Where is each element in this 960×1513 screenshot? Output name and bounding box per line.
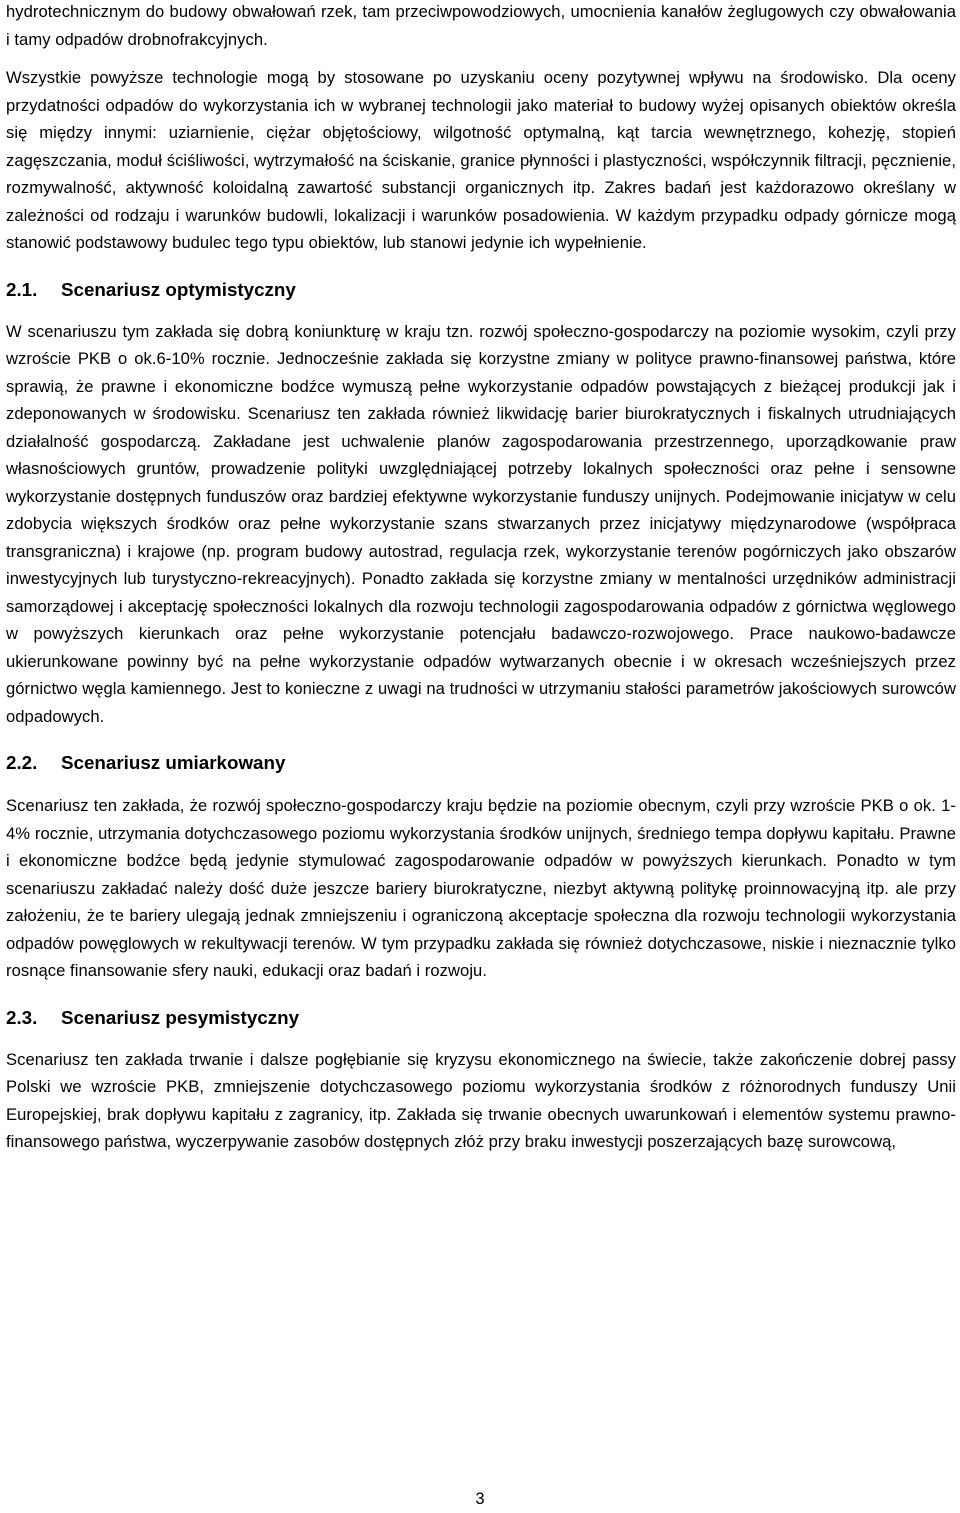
section-heading-optimistic xyxy=(6,276,956,304)
section-title: Scenariusz umiarkowany xyxy=(61,752,286,773)
section-number: 2.1. xyxy=(6,278,38,300)
paragraph-intro-assessment: Wszystkie powyższe technologie mogą by stosowane po uzyskaniu oceny pozytywnej wpływu na środowisko. Dla oceny przydatności odpadów do wykorzystania ich w wybranej technologii jako materiał to budowy wyżej opisanych obiektów określa się między innymi: uziarnienie, ciężar objętościowy, wilgotność optymalną, kąt tarcia wewnętrznego, kohezję, stopień zagęszczania, moduł ściśliwości, wytrzymałość na ściskanie, granice płynności i plastyczności, współczynnik filtracji, pęcznienie, rozmywalność, aktywność koloidalną zawartość substancji organicznych itp. Zakres badań jest każdorazowo określany w zależności od rodzaju i warunków budowli, lokalizacji i warunków posadowienia. W każdym przypadku odpady górnicze mogą stanowić podstawowy budulec tego typu obiektów, lub stanowi jedynie ich wypełnienie. xyxy=(6,68,956,252)
section-title: Scenariusz pesymistyczny xyxy=(61,1006,300,1028)
paragraph-moderate-scenario: Scenariusz ten zakłada, że rozwój społeczno-gospodarczy kraju będzie na poziomie obecnym, czyli przy wzroście PKB o ok. 1-4% rocznie, utrzymania dotychczasowego poziomu wykorzystania środków unijnych, średniego tempa dopływu kapitału. Prawne i ekonomiczne bodźce będą jedynie stymulować zagospodarowanie odpadów w powyższych kierunkach. Ponadto w tym scenariuszu zakładać należy dość duże jeszcze bariery biurokratyczne, niezbyt aktywną politykę proinnowacyjną itp. ale przy założeniu, że te bariery ulegają jednak zmniejszeniu i ograniczoną akceptacje społeczna dla rozwoju technologii wykorzystania odpadów powęglowych w rekultywacji terenów. W tym przypadku zakłada się również dotychczasowe, niskie i nieznacznie tylko rosnące finansowanie sfery nauki, edukacji oraz badań i rozwoju. xyxy=(6,796,956,980)
section-heading-pessimistic xyxy=(6,1004,956,1032)
page-number: 3 xyxy=(475,1489,485,1508)
paragraph-optimistic-scenario: W scenariuszu tym zakłada się dobrą koniunkturę w kraju tzn. rozwój społeczno-gospodarczy na poziomie wysokim, czyli przy wzroście PKB o ok.6-10% rocznie. Jednocześnie zakłada się korzystne zmiany w polityce prawno-finansowej państwa, które sprawią, że prawne i ekonomiczne bodźce wymuszą pełne wykorzystanie odpadów powstających z bieżącej produkcji jak i zdeponowanych w środowisku. Scenariusz ten zakłada również likwidację barier biurokratycznych i fiskalnych utrudniających działalność gospodarczą. Zakładane jest uchwalenie planów zagospodarowania przestrzennego, uporządkowanie praw własnościowych gruntów, prowadzenie polityki uwzględniającej potrzeby lokalnych społeczności oraz pełne i sensowne wykorzystanie dostępnych funduszów oraz bardziej efektywne wykorzystanie funduszy unijnych. Podejmowanie inicjatyw w celu zdobycia większych środków oraz pełne wykorzystanie szans stwarzanych przez inicjatywy międzynarodowe (współpraca transgraniczna) i krajowe (np. program budowy autostrad, regulacja rzek, wykorzystanie terenów pogórniczych jako obszarów inwestycyjnych lub turystyczno-rekreacyjnych). Ponadto zakłada się korzystne zmiany w mentalności urzędników administracji samorządowej i akceptację społeczności lokalnych dla rozwoju technologii zagospodarowania odpadów z górnictwa węglowego w powyższych kierunkach oraz pełne wykorzystanie potencjału badawczo-rozwojowego. Prace naukowo-badawcze ukierunkowane powinny być na pełne wykorzystanie odpadów wytwarzanych obecnie i w okresach wcześniejszych przez górnictwo węgla kamiennego. Jest to konieczne z uwagi na trudności w utrzymaniu stałości parametrów jakościowych surowców odpadowych. xyxy=(6,321,956,726)
paragraph-pessimistic-scenario: Scenariusz ten zakłada trwanie i dalsze pogłębianie się kryzysu ekonomicznego na świecie, także zakończenie dobrej passy Polski we wzroście PKB, zmniejszenie dotychczasowego poziomu wykorzystania środków z różnorodnych funduszy Unii Europejskiej, brak dopływu kapitału z zagranicy, itp. Zakłada się trwanie obecnych uwarunkowań i elementów systemu prawno-finansowego państwa, wyczerpywanie zasobów dostępnych złóż przy braku inwestycji poszerzających bazę surowcową, xyxy=(6,1049,956,1151)
section-title: Scenariusz optymistyczny xyxy=(61,278,296,300)
document-page xyxy=(6,0,956,1156)
paragraph-intro-continuation: hydrotechnicznym do budowy obwałowań rzek, tam przeciwpowodziowych, umocnienia kanałów żeglugowych czy obwałowania i tamy odpadów drobnofrakcyjnych. xyxy=(6,2,956,49)
section-number: 2.3. xyxy=(6,1006,38,1028)
section-heading-moderate xyxy=(6,749,956,777)
paragraph-spacer xyxy=(6,53,956,64)
section-number: 2.2. xyxy=(6,752,38,773)
